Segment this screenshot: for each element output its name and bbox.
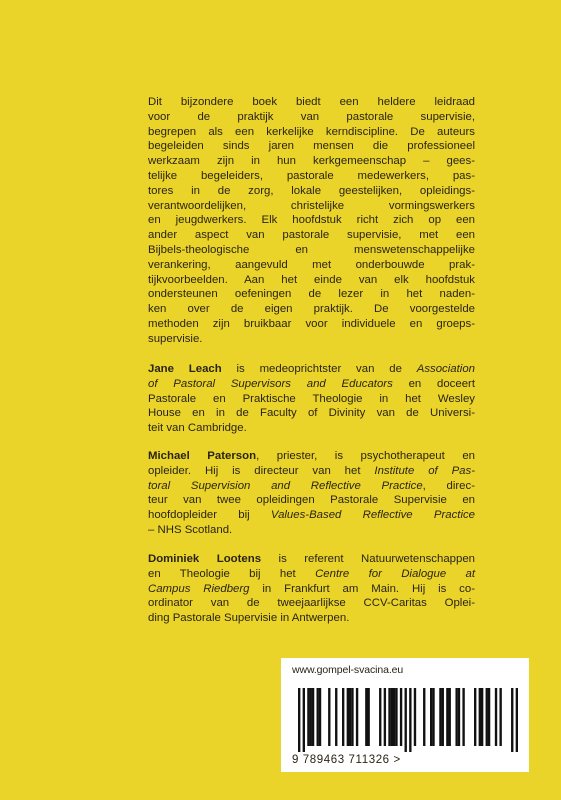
barcode-bar (312, 688, 314, 746)
bio-line (148, 567, 475, 582)
barcode-bar (393, 688, 395, 746)
description-line: ander aspect van pastorale supervisie, met een (148, 229, 475, 242)
description-line: begrepen als een kerkelijke kerndiscipline. De auteurs (148, 125, 475, 138)
barcode-bar (298, 688, 300, 752)
barcode-bar (495, 688, 497, 746)
barcode-bar (486, 688, 488, 746)
bio-line (148, 582, 475, 597)
bio-line (148, 392, 475, 407)
bio-text: opleider. Hij is directeur van het (148, 464, 375, 477)
bio-line (148, 377, 475, 392)
barcode-bar (511, 688, 513, 752)
barcode-bar (414, 688, 416, 746)
bio-italic-title: toral Supervision and Reflective Practice (148, 479, 423, 492)
barcode-bar (365, 688, 367, 746)
barcode-bar (400, 688, 402, 746)
bio-text: ordinator van de tweejaarlijkse CCV-Caritas Oplei- (148, 597, 475, 610)
bio-line (148, 479, 475, 494)
bio-line (148, 421, 475, 436)
barcode-bar (423, 688, 425, 746)
bio-italic-title: Institute of Pas- (374, 464, 476, 477)
bio-line (148, 523, 475, 538)
barcode-bar (462, 688, 464, 746)
barcode-bar (319, 688, 321, 746)
description-line: Dit bijzondere boek biedt een heldere leidraad (148, 96, 475, 108)
bio-text: , direc- (422, 479, 476, 492)
bio-italic-title: of Pastoral Supervisors and Educators (148, 377, 393, 390)
barcode-bar (405, 688, 407, 752)
barcode-bar (367, 688, 369, 746)
description-line: telijke begeleiders, pastorale medewerkers, pas- (148, 169, 475, 182)
bio-line (148, 611, 475, 626)
author-bio-michael-paterson (148, 449, 475, 538)
barcode-bar (449, 688, 451, 746)
barcode-bar (379, 688, 381, 746)
bio-line (148, 464, 475, 479)
barcode-bar (356, 688, 358, 746)
bio-text: in Frankfurt am Main. Hij is co- (249, 582, 476, 595)
bio-text: is referent Natuurwetenschappen (261, 553, 475, 565)
barcode-bar (432, 688, 434, 746)
description-line: verantwoordelijken, christelijke vormingswerkers (148, 199, 475, 212)
description-line: methoden zijn bruikbaar voor individuele en groeps- (148, 317, 475, 330)
barcode-bar (347, 688, 349, 746)
bio-line (148, 362, 475, 377)
bio-text: en doceert (392, 377, 475, 390)
description-line: tores in de zorg, lokale geestelijken, opleidings- (148, 184, 475, 197)
barcode-bar (317, 688, 319, 746)
barcode-bar (328, 688, 330, 746)
description-line: en jeugdwerkers. Elk hoofdstuk richt zich op een (148, 214, 475, 227)
bio-italic-title: Centre for Dialogue at (315, 567, 476, 580)
bio-text: hoofdopleider bij (148, 509, 271, 522)
description-line: voor de praktijk van pastorale supervisie, (148, 110, 475, 123)
barcode-bar (303, 688, 305, 752)
barcode-bar (446, 688, 448, 746)
barcode-bar (349, 688, 351, 746)
barcode-bar (310, 688, 312, 746)
bio-line (148, 406, 475, 421)
description-line: verankering, aangevuld met onderbouwde prak- (148, 258, 475, 271)
bio-text: – NHS Scotland. (148, 523, 233, 536)
barcode-bar (474, 688, 476, 746)
barcode-bar (516, 688, 518, 752)
barcode-bar (342, 688, 344, 746)
barcode-bar (384, 688, 386, 746)
author-name: Michael Paterson (148, 450, 257, 462)
bio-line (148, 493, 475, 508)
barcode-bar (351, 688, 353, 746)
bio-text: teit van Cambridge. (148, 422, 247, 435)
publisher-url: www.gompel-svacina.eu (292, 664, 404, 676)
author-name: Jane Leach (148, 363, 222, 375)
book-description (148, 95, 475, 347)
barcode-bar (307, 688, 309, 746)
barcode-bar (439, 688, 441, 746)
description-line: ondersteunen oefeningen de lezer in het naden- (148, 288, 475, 301)
description-line: ken over de eigen praktijk. De voorgestelde (148, 303, 475, 316)
description-line: begeleiden sinds jaren mensen die professioneel (148, 140, 475, 153)
bio-line (148, 552, 475, 567)
bio-text: teur van twee opleidingen Pastorale Supervisie en (148, 494, 475, 507)
description-line: tijkvoorbeelden. Aan het einde van elk hoofdstuk (148, 273, 475, 286)
author-name: Dominiek Lootens (148, 553, 262, 565)
bio-text: ding Pastorale Supervisie in Antwerpen. (148, 612, 350, 625)
bio-text: is medeoprichtster van de (221, 363, 417, 375)
author-bio-jane-leach (148, 362, 475, 436)
bio-text: Pastorale en Praktische Theologie in het Wesley (148, 392, 475, 405)
bio-line (148, 449, 475, 464)
isbn-barcode (298, 688, 518, 752)
isbn-number: 9 789463 711326 > (292, 754, 401, 766)
bio-italic-title: Campus Riedberg (148, 582, 250, 595)
bio-text: House en in de Faculty of Divinity van de Universi- (148, 407, 475, 420)
bio-italic-title: Association (416, 363, 475, 375)
barcode-bar (391, 688, 393, 746)
barcode-bar (430, 688, 432, 746)
author-bio-dominiek-lootens (148, 552, 475, 626)
description-line: supervisie. (148, 332, 203, 345)
barcode-bar (458, 688, 460, 746)
barcode-bar (395, 688, 397, 746)
barcode-bar (442, 688, 444, 746)
bio-text: , priester, is psychotherapeut en (256, 450, 475, 462)
barcode-bar (409, 688, 411, 752)
bio-line (148, 596, 475, 611)
description-line: Bijbels-theologische en menswetenschappelijke (148, 243, 475, 256)
barcode-bar (388, 688, 390, 746)
description-line: werkzaam zijn in hun kerkgemeenschap – gees- (148, 155, 475, 168)
bio-italic-title: Values-Based Reflective Practice (270, 509, 475, 522)
bio-line (148, 508, 475, 523)
barcode-bar (479, 688, 481, 746)
barcode-bar (481, 688, 483, 746)
barcode-bar (455, 688, 457, 746)
bio-text: en Theologie bij het (148, 567, 316, 580)
barcode-bar (488, 688, 490, 746)
barcode-bar (335, 688, 337, 746)
barcode-bar (499, 688, 501, 746)
